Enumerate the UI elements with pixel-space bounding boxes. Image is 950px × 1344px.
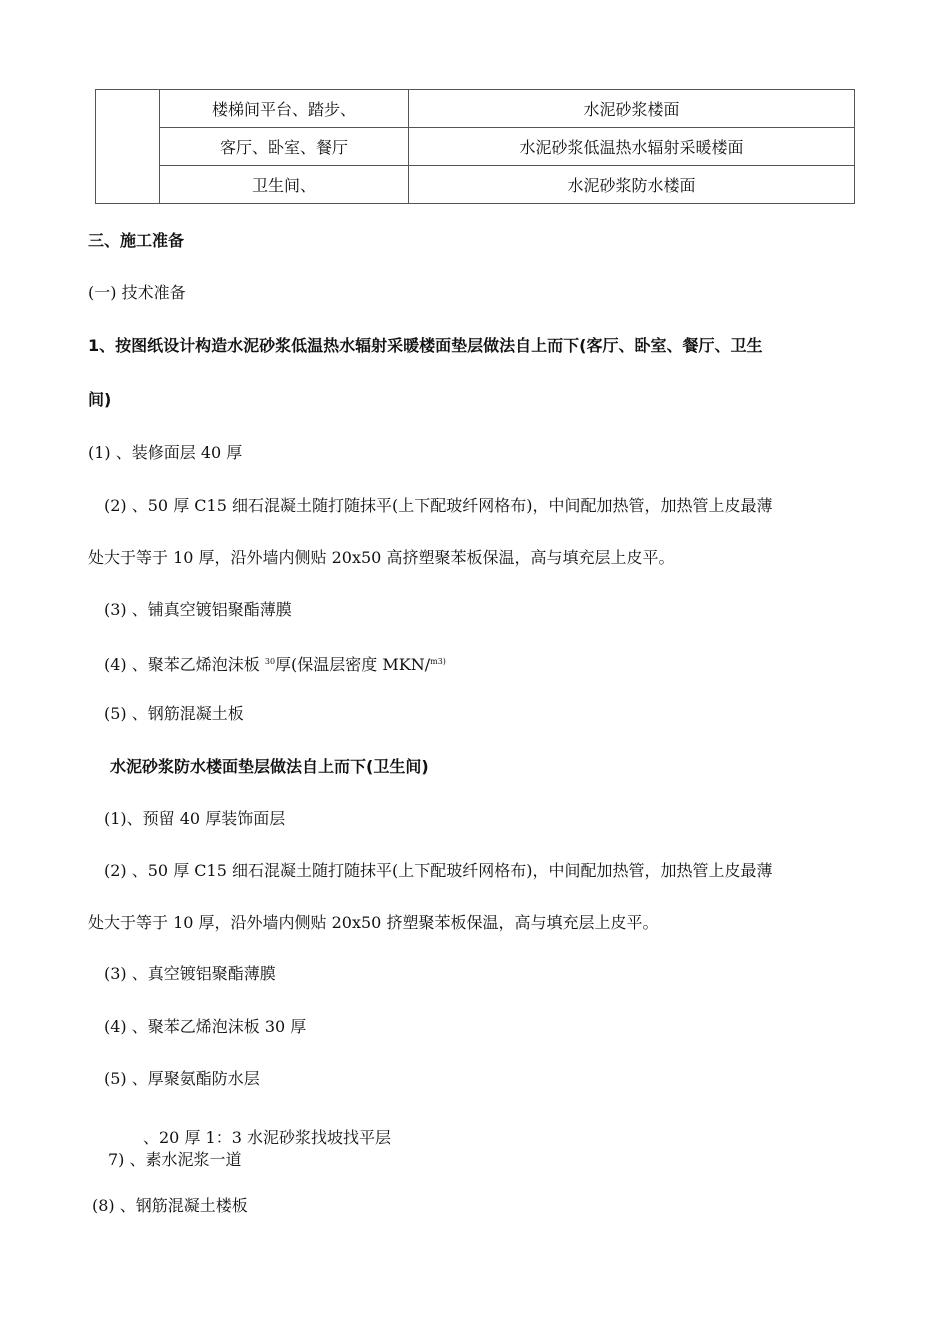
list2-step4: (4) 、聚苯乙烯泡沫板 30 厚 (104, 1017, 307, 1036)
table-merged-cell (96, 90, 160, 204)
list2-step2-line2: 处大于等于 10 厚，沿外墙内侧贴 20x50 挤塑聚苯板保温，高与填充层上皮平。 (88, 913, 659, 932)
section-heading: 三、施工准备 (88, 231, 185, 250)
floor-finish-table (95, 89, 855, 204)
table-cell-finish: 水泥砂浆低温热水辐射采暖楼面 (409, 128, 855, 166)
list1-step4-unit: m3) (430, 657, 446, 666)
list2-step5: (5) 、厚聚氨酯防水层 (104, 1069, 260, 1088)
list2-step8: (8) 、钢筋混凝土楼板 (92, 1196, 248, 1215)
list2-step2-line1: (2) 、50 厚 C15 细石混凝土随打随抹平(上下配玻纤网格布)，中间配加热管，加热管上皮最薄 (104, 861, 773, 880)
list1-step1: (1) 、装修面层 40 厚 (88, 443, 243, 462)
list1-step4-prefix: (4) 、聚苯乙烯泡沫板 (104, 655, 260, 674)
list1-step4-suffix: 厚(保温层密度 MKN/ (275, 655, 431, 674)
list1-step4-thickness: 30 (264, 657, 276, 666)
list2-step6: 、20 厚 1：3 水泥砂浆找坡找平层 (143, 1128, 391, 1147)
list2-step3: (3) 、真空镀铝聚酯薄膜 (104, 964, 276, 983)
section-subheading: (一) 技术准备 (88, 283, 186, 302)
table-cell-area: 楼梯间平台、踏步、 (160, 90, 409, 128)
table-cell-finish: 水泥砂浆防水楼面 (409, 166, 855, 204)
item1-heading-line1: 1、按图纸设计构造水泥砂浆低温热水辐射采暖楼面垫层做法自上而下(客厅、卧室、餐厅、卫生 (88, 336, 763, 355)
list2-step7: 7) 、素水泥浆一道 (108, 1150, 242, 1169)
item2-heading: 水泥砂浆防水楼面垫层做法自上而下(卫生间) (110, 757, 429, 776)
list1-step2-line2: 处大于等于 10 厚，沿外墙内侧贴 20x50 高挤塑聚苯板保温，高与填充层上皮平。 (88, 548, 675, 567)
table-row (96, 128, 855, 166)
table-cell-area: 客厅、卧室、餐厅 (160, 128, 409, 166)
item1-heading-line2: 间) (88, 390, 112, 409)
table-cell-finish: 水泥砂浆楼面 (409, 90, 855, 128)
list1-step4 (104, 652, 446, 675)
table-cell-area: 卫生间、 (160, 166, 409, 204)
table-row (96, 166, 855, 204)
list1-step5: (5) 、钢筋混凝土板 (104, 704, 244, 723)
list2-step1: (1)、预留 40 厚装饰面层 (104, 809, 286, 828)
list1-step2-line1: (2) 、50 厚 C15 细石混凝土随打随抹平(上下配玻纤网格布)，中间配加热管，加热管上皮最薄 (104, 496, 773, 515)
list1-step3: (3) 、铺真空镀铝聚酯薄膜 (104, 600, 292, 619)
table-row (96, 90, 855, 128)
